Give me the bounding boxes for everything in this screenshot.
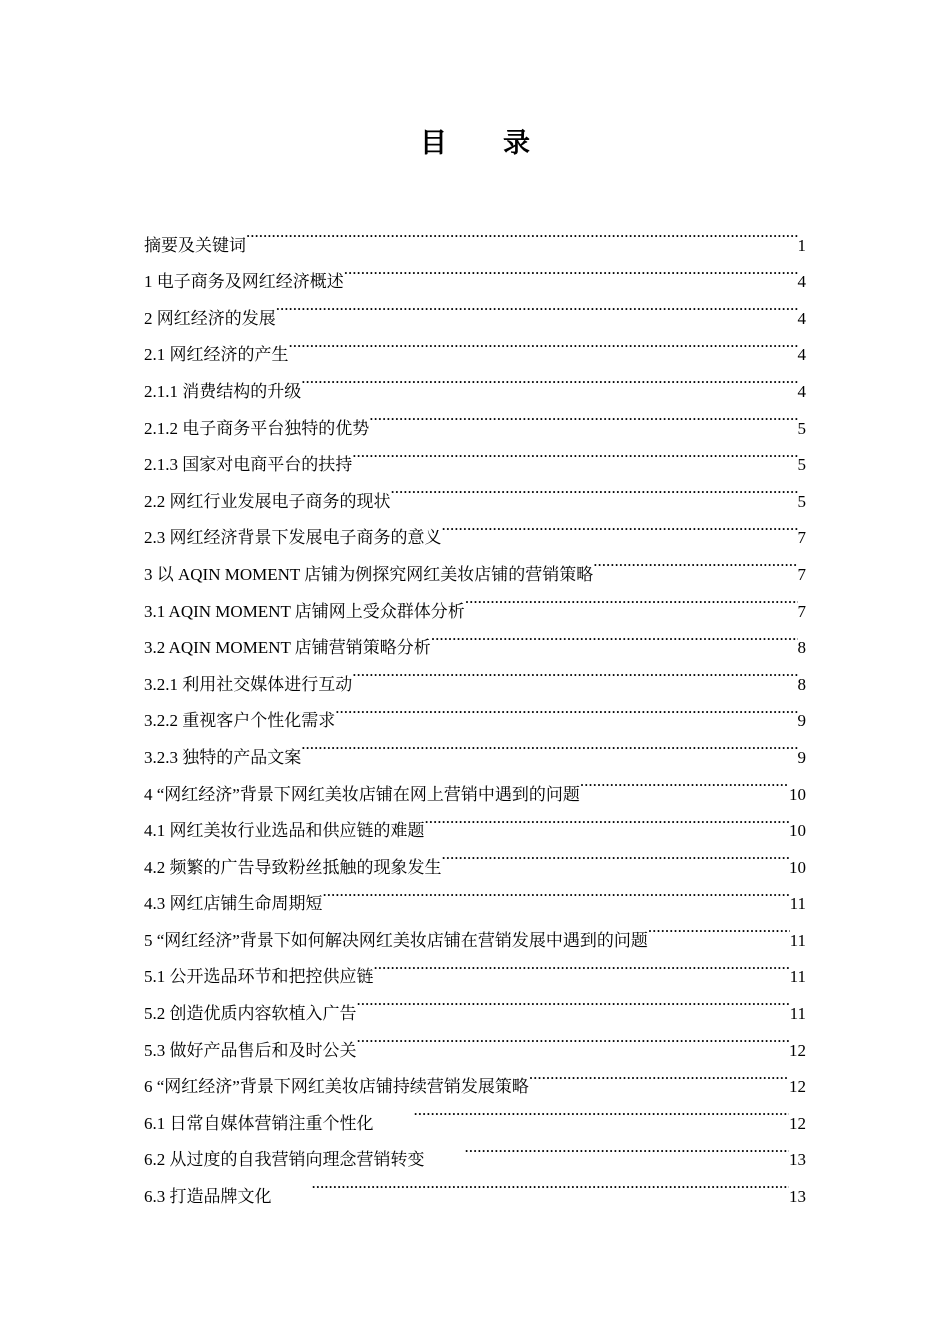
toc-leader-dots xyxy=(374,946,790,983)
toc-entry-label: 2 网红经济的发展 xyxy=(144,308,276,328)
toc-entry-label: 5.2 创造优质内容软植入广告 xyxy=(144,1004,357,1024)
toc-entry-label: 3.2.3 独特的产品文案 xyxy=(144,747,302,767)
toc-leader-dots xyxy=(391,470,798,507)
toc-entry-page-number: 4 xyxy=(798,374,807,411)
toc-entry-label: 2.1.3 国家对电商平台的扶持 xyxy=(144,455,353,475)
toc-leader-dots xyxy=(425,800,790,837)
toc-entry-page-number: 5 xyxy=(798,411,807,448)
toc-entry-label: 4.3 网红店铺生命周期短 xyxy=(144,894,323,914)
toc-entry-page-number: 12 xyxy=(789,1069,806,1106)
toc-entry-page-number: 11 xyxy=(790,959,806,996)
toc-leader-dots xyxy=(246,214,798,251)
toc-entry-label: 2.1 网红经济的产生 xyxy=(144,345,289,365)
toc-entry-label: 5 “网红经济”背景下如何解决网红美妆店铺在营销发展中遇到的问题 xyxy=(144,930,648,950)
toc-entry-label: 2.1.1 消费结构的升级 xyxy=(144,381,302,401)
toc-entry-label: 3.2 AQIN MOMENT 店铺营销策略分析 xyxy=(144,638,431,658)
toc-entry-page-number: 13 xyxy=(789,1179,806,1216)
toc-entry-page-number: 9 xyxy=(798,740,807,777)
toc-entry-label: 2.2 网红行业发展电子商务的现状 xyxy=(144,491,391,511)
toc-leader-dots xyxy=(301,726,797,763)
toc-leader-dots xyxy=(442,836,790,873)
title-char-1: 目 xyxy=(420,128,447,158)
table-of-contents xyxy=(144,214,806,1207)
toc-leader-dots xyxy=(414,1092,790,1129)
toc-entry-page-number: 1 xyxy=(798,228,807,265)
toc-leader-dots xyxy=(357,1019,790,1056)
toc-entry-label: 6.1 日常自媒体营销注重个性化 xyxy=(144,1113,374,1133)
toc-entry-label: 3.2.2 重视客户个性化需求 xyxy=(144,711,336,731)
toc-entry-label: 3.2.1 利用社交媒体进行互动 xyxy=(144,674,353,694)
toc-entry-label: 5.1 公开选品环节和把控供应链 xyxy=(144,967,374,987)
toc-entry-label: 1 电子商务及网红经济概述 xyxy=(144,272,344,292)
toc-leader-dots xyxy=(289,324,798,361)
toc-entry-page-number: 10 xyxy=(789,850,806,887)
toc-entry-label: 4.2 频繁的广告导致粉丝抵触的现象发生 xyxy=(144,857,442,877)
toc-entry-label: 4.1 网红美妆行业选品和供应链的难题 xyxy=(144,821,425,841)
toc-entry-page-number: 11 xyxy=(790,996,806,1033)
toc-entry-label: 6 “网红经济”背景下网红美妆店铺持续营销发展策略 xyxy=(144,1077,529,1097)
toc-leader-dots xyxy=(312,1165,790,1202)
toc-entry-page-number: 9 xyxy=(798,703,807,740)
toc-leader-dots xyxy=(442,507,798,544)
page-title xyxy=(0,123,950,163)
toc-leader-dots xyxy=(301,360,797,397)
toc-entry-label: 摘要及关键词 xyxy=(144,235,246,255)
toc-leader-dots xyxy=(465,1129,790,1166)
title-char-2: 录 xyxy=(503,128,530,158)
toc-entry-page-number: 12 xyxy=(789,1033,806,1070)
toc-leader-dots xyxy=(335,690,797,727)
toc-leader-dots xyxy=(344,251,798,288)
toc-leader-dots xyxy=(369,397,797,434)
toc-entry-label: 6.3 打造品牌文化 xyxy=(144,1187,272,1207)
toc-leader-dots xyxy=(352,653,797,690)
toc-entry-label: 2.1.2 电子商务平台独特的优势 xyxy=(144,418,370,438)
toc-entry-page-number: 5 xyxy=(798,447,807,484)
toc-leader-dots xyxy=(465,580,798,617)
toc-leader-dots xyxy=(529,1056,789,1093)
toc-entry-label: 2.3 网红经济背景下发展电子商务的意义 xyxy=(144,528,442,548)
toc-entry-page-number: 7 xyxy=(798,594,807,631)
toc-entry-page-number: 4 xyxy=(798,264,807,301)
toc-entry-page-number: 8 xyxy=(798,630,807,667)
toc-leader-dots xyxy=(323,873,790,910)
toc-leader-dots xyxy=(352,434,797,471)
toc-entry-page-number: 13 xyxy=(789,1142,806,1179)
toc-entry-page-number: 7 xyxy=(798,520,807,557)
toc-entry-page-number: 7 xyxy=(798,557,807,594)
toc-entry-page-number: 10 xyxy=(789,813,806,850)
toc-entry-page-number: 10 xyxy=(789,777,806,814)
toc-leader-dots xyxy=(593,543,797,580)
toc-entry[interactable] xyxy=(144,214,806,255)
toc-entry-label: 3.1 AQIN MOMENT 店铺网上受众群体分析 xyxy=(144,601,465,621)
toc-leader-dots xyxy=(431,617,798,654)
toc-entry-label: 5.3 做好产品售后和及时公关 xyxy=(144,1040,357,1060)
toc-entry-page-number: 8 xyxy=(798,667,807,704)
toc-leader-dots xyxy=(648,909,790,946)
toc-leader-dots xyxy=(276,287,798,324)
toc-leader-dots xyxy=(357,982,790,1019)
toc-entry-label: 6.2 从过度的自我营销向理念营销转变 xyxy=(144,1150,425,1170)
toc-entry-page-number: 11 xyxy=(790,923,806,960)
toc-entry-label: 4 “网红经济”背景下网红美妆店铺在网上营销中遇到的问题 xyxy=(144,784,580,804)
toc-leader-dots xyxy=(580,763,789,800)
toc-entry-page-number: 4 xyxy=(798,337,807,374)
toc-entry-page-number: 11 xyxy=(790,886,806,923)
toc-entry-label: 3 以 AQIN MOMENT 店铺为例探究网红美妆店铺的营销策略 xyxy=(144,564,594,584)
toc-entry-page-number: 12 xyxy=(789,1106,806,1143)
toc-entry-page-number: 5 xyxy=(798,484,807,521)
toc-entry-page-number: 4 xyxy=(798,301,807,338)
